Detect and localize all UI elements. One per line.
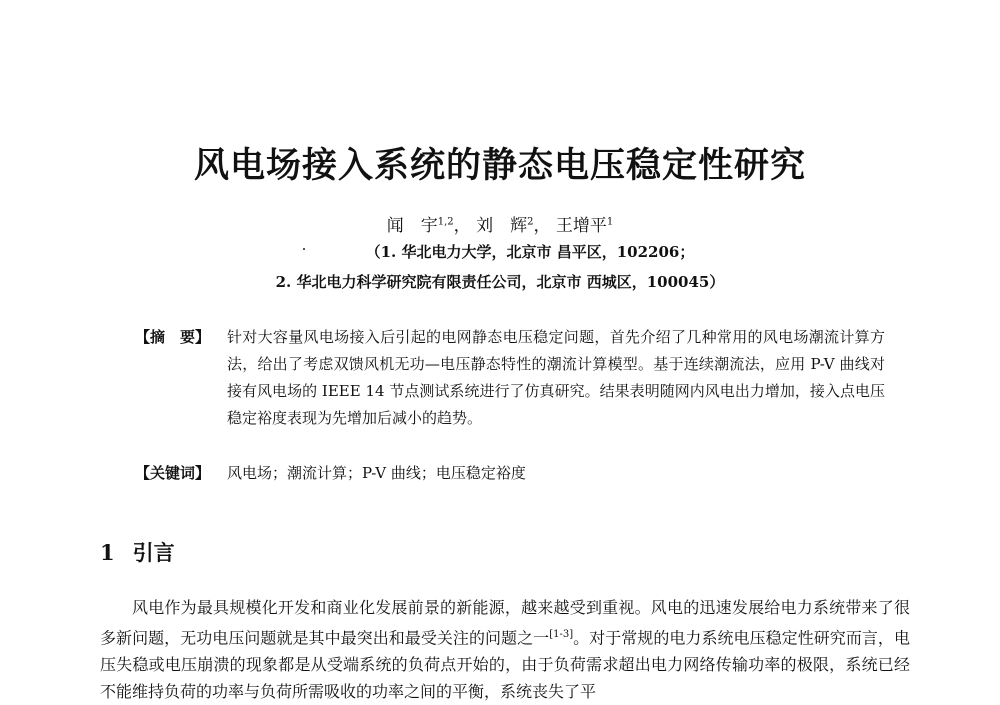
- abstract-block: [135, 324, 885, 432]
- author-separator: ，: [453, 216, 471, 236]
- author-name: 刘 辉: [476, 216, 528, 236]
- section-heading: [100, 537, 175, 567]
- abstract-label: 【摘 要】: [135, 328, 211, 346]
- affiliation-line-2: 2. 华北电力科学研究院有限责任公司，北京市 西城区，100045）: [275, 273, 725, 291]
- keywords-block: [135, 460, 885, 487]
- body-text-part-1: 风电作为最具规模化开发和商业化发展前景的新能源，越来越受到重视。风电的迅速发展给电力系统带来了很多新问题，无功电压问题就是其中最突出和最受关注的问题之一: [100, 598, 910, 648]
- author-name: 王增平: [555, 216, 607, 236]
- author-separator: ，: [533, 216, 551, 236]
- keywords-text: 风电场；潮流计算；P-V 曲线；电压稳定裕度: [227, 464, 526, 482]
- abstract-text: 针对大容量风电场接入后引起的电网静态电压稳定问题，首先介绍了几种常用的风电场潮流计算方法，给出了考虑双馈风机无功—电压静态特性的潮流计算模型。基于连续潮流法，应用 P-V 曲线对接有风电场的 IEEE 14 节点测试系统进行了仿真研究。结果表明随网内风电出力增加，接入点电压稳定裕度表现为先增加后减小的趋势。: [227, 328, 885, 427]
- author-affiliation-mark: 1,2: [437, 216, 454, 228]
- author-affiliation-mark: 1: [606, 216, 614, 228]
- keywords-label: 【关键词】: [135, 464, 211, 482]
- affiliation-line-1: （1. 华北电力大学，北京市 昌平区，102206；: [365, 243, 695, 261]
- author-name: 闻 宇: [386, 216, 438, 236]
- body-paragraph: [100, 594, 910, 705]
- section-number: 1: [100, 540, 115, 565]
- author-list: [0, 211, 1000, 236]
- citation-mark: [1-3]: [549, 629, 574, 640]
- paper-title: 风电场接入系统的静态电压稳定性研究: [193, 145, 806, 186]
- author-affiliation-mark: 2: [527, 216, 534, 228]
- body-text-part-2: 。对于常规的电力系统电压稳定性研究而言，电压失稳或电压崩溃的现象都是从受端系统的负荷点开始的，由于负荷需求超出电力网络传输功率的极限，系统已经不能维持负荷的功率与负荷所需吸收的功率之间的平衡，系统丧失了平: [100, 628, 910, 702]
- section-title: 引言: [132, 540, 175, 565]
